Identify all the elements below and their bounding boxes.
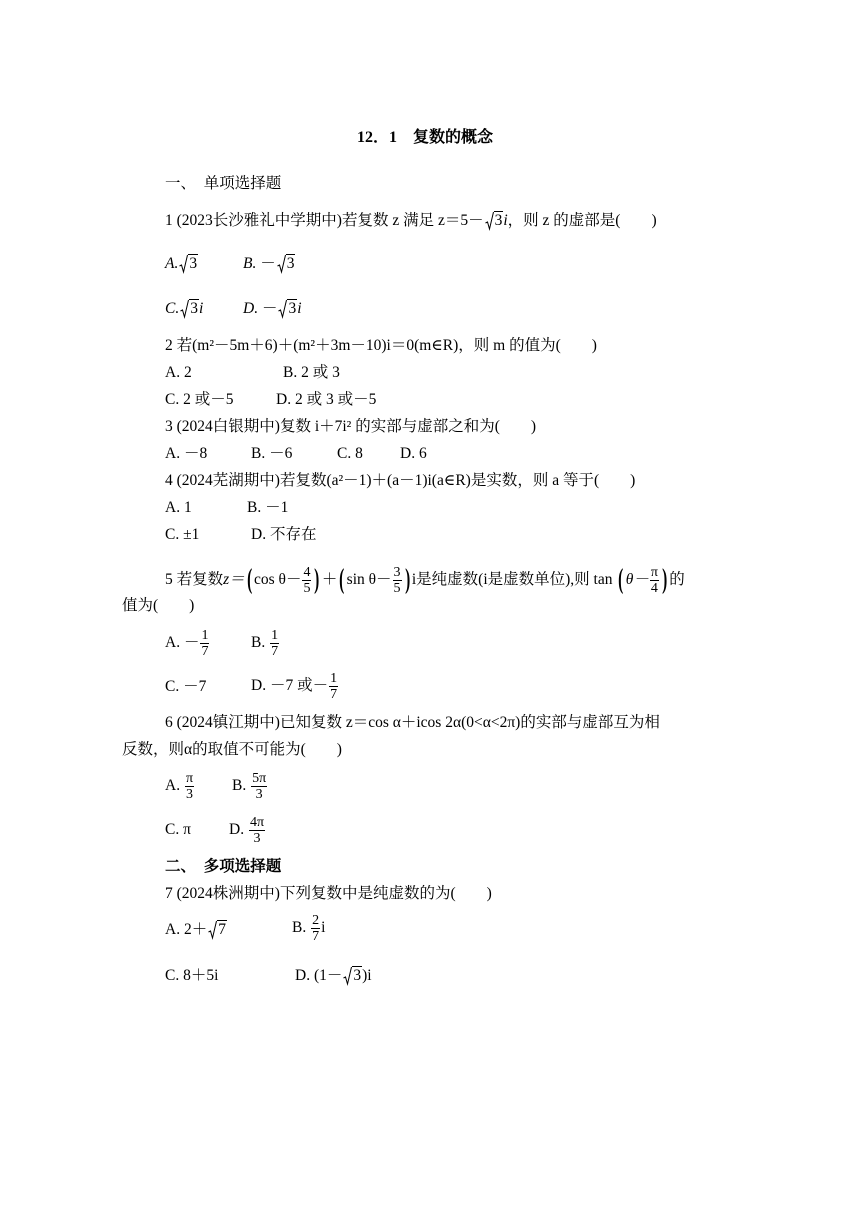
question-3-option-a: A. －8 <box>165 445 208 462</box>
question-5-option-d: D. －7 或－ $\frac{1}{7}$ <box>251 670 338 702</box>
question-7-stem: 7 (2024株洲期中)下列复数中是纯虚数的为( ) <box>165 885 492 902</box>
page-title: 12．1 复数的概念 <box>357 129 494 146</box>
sqrt-symbol: 3 <box>485 211 504 231</box>
question-7-option-c: C. 8＋5i <box>165 967 219 984</box>
paren-group-tan: ( θ－ $\frac{\pi}{4}$ ) <box>618 564 668 596</box>
section-heading-single-choice: 一、 单项选择题 <box>165 175 282 192</box>
question-2-stem: 2 若(m²－5m＋6)＋(m²＋3m－10)i＝0(m∈R)，则 m 的值为( ) <box>165 337 597 354</box>
question-3-option-b: B. －6 <box>251 445 293 462</box>
question-7-option-b: B. $\frac{2}{7}$ i <box>292 912 326 944</box>
question-6-option-c: C. π <box>165 821 191 838</box>
question-4-stem: 4 (2024芜湖期中)若复数(a²－1)＋(a－1)i(a∈R)是实数，则 a 等于( ) <box>165 472 636 489</box>
question-6-option-b: B. $\frac{5\pi}{3}$ <box>232 770 267 802</box>
question-1-option-c: C. 3i <box>165 300 204 317</box>
question-4-option-b: B. －1 <box>247 499 289 516</box>
question-5-option-a: A. － $\frac{1}{7}$ <box>165 627 209 659</box>
section-heading-multiple-choice: 二、 多项选择题 <box>165 858 282 875</box>
paren-group-sin: ( sin θ－ $\frac{3}{5}$ ) <box>339 564 410 596</box>
question-6-stem-line2: 反数，则α的取值不可能为( ) <box>122 741 342 758</box>
question-5-option-c: C. －7 <box>165 678 207 695</box>
question-1-option-a: A. 3 <box>165 255 198 272</box>
question-1-option-d: D. － 3i <box>243 300 302 317</box>
question-5-stem-line2: 值为( ) <box>122 597 195 614</box>
question-6-stem: 6 (2024镇江期中)已知复数 z＝cos α＋icos 2α(0<α<2π)的实部与虚部互为相 <box>165 714 660 731</box>
question-3-option-d: D. 6 <box>400 445 427 462</box>
question-3-option-c: C. 8 <box>337 445 363 462</box>
question-2-option-d: D. 2 或 3 或－5 <box>276 391 377 408</box>
question-7-option-d: D. (1－ 3)i <box>295 967 372 984</box>
question-4-option-d: D. 不存在 <box>251 526 317 543</box>
question-2-option-c: C. 2 或－5 <box>165 391 234 408</box>
question-6-option-d: D. $\frac{4\pi}{3}$ <box>229 814 265 846</box>
question-7-option-a: A. 2＋ 7 <box>165 921 226 938</box>
question-1-stem: 1 (2023长沙雅礼中学期中)若复数 z 满足 z＝5－ 3i，则 z 的虚部是( ) <box>165 212 657 229</box>
question-2-option-a: A. 2 <box>165 364 192 381</box>
question-5-stem: 5 若复数 z＝ ( cos θ－ $\frac{4}{5}$ ) ＋ ( sin θ－ $\frac{3}{5}$ ) i是纯虚数(i是虚数单位),则 tan ( θ－ $\frac{\pi}{4}$ ) 的 <box>165 564 685 596</box>
question-3-stem: 3 (2024白银期中)复数 i＋7i² 的实部与虚部之和为( ) <box>165 418 537 435</box>
question-6-option-a: A. $\frac{\pi}{3}$ <box>165 770 194 802</box>
paren-group-cos: ( cos θ－ $\frac{4}{5}$ ) <box>246 564 320 596</box>
question-2-option-b: B. 2 或 3 <box>283 364 340 381</box>
question-5-option-b: B. $\frac{1}{7}$ <box>251 627 279 659</box>
question-4-option-c: C. ±1 <box>165 526 200 543</box>
question-4-option-a: A. 1 <box>165 499 192 516</box>
question-1-option-b: B. － 3 <box>243 255 295 272</box>
